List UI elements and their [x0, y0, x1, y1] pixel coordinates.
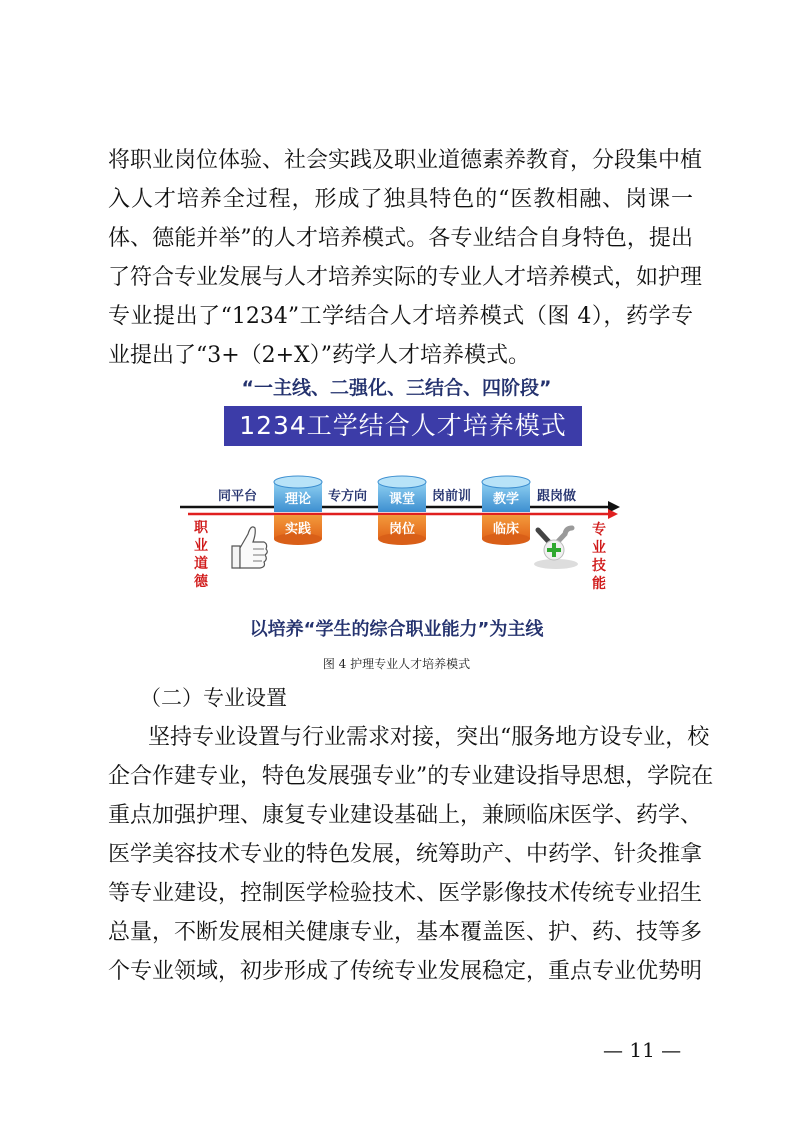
stage-label: 跟岗做	[537, 489, 577, 504]
page-number: — 11 —	[603, 1038, 682, 1062]
text-line: 专业提出了“1234”工学结合人才培养模式（图 4），药学专	[108, 304, 693, 329]
vertical-char-right: 业	[592, 540, 606, 556]
text-line: 重点加强护理、康复专业建设基础上，兼顾临床医学、药学、	[108, 803, 703, 828]
text-line: 了符合专业发展与人才培养实际的专业人才培养模式，如护理	[108, 265, 703, 290]
text-line: 入人才培养全过程，形成了独具特色的“医教相融、岗课一	[108, 187, 693, 212]
text-line: 业提出了“3+（2+X）”药学人才培养模式。	[108, 343, 531, 368]
stage-label: 专方向	[328, 489, 368, 504]
figure-slogan: “一主线、二强化、三结合、四阶段”	[241, 377, 552, 399]
figure-caption: 图 4 护理专业人才培养模式	[322, 657, 471, 671]
cylinder-class-post	[378, 476, 426, 545]
stage-label: 同平台	[218, 489, 258, 504]
text-line: 将职业岗位体验、社会实践及职业道德素养教育，分段集中植	[108, 148, 703, 173]
training-model-diagram	[180, 468, 620, 593]
text-line: 企合作建专业，特色发展强专业”的专业建设指导思想，学院在	[108, 764, 714, 789]
vertical-char-right: 专	[592, 522, 606, 538]
thumbs-up-icon	[232, 527, 267, 568]
figure-banner-title: 1234工学结合人才培养模式	[224, 406, 582, 446]
vertical-char-left: 德	[194, 574, 208, 590]
cylinder-bottom-label: 临床	[492, 522, 520, 537]
text-line: 体、德能并举”的人才培养模式。各专业结合自身特色，提出	[108, 226, 693, 251]
vertical-char-left: 职	[194, 520, 208, 536]
vertical-char-right: 能	[592, 576, 606, 592]
text-line: 个专业领域，初步形成了传统专业发展稳定，重点专业优势明	[108, 959, 703, 984]
figure-main-line: 以培养“学生的综合职业能力”为主线	[249, 619, 544, 640]
cylinder-top-label: 教学	[492, 492, 520, 507]
cylinder-bottom-label: 实践	[284, 522, 312, 537]
cylinder-teaching-clinic	[482, 476, 530, 545]
text-line: 总量，不断发展相关健康专业，基本覆盖医、护、药、技等多	[108, 920, 703, 945]
cylinder-top-label: 课堂	[388, 492, 416, 507]
text-line: 等专业建设，控制医学检验技术、医学影像技术传统专业招生	[108, 881, 703, 906]
cylinder-theory-practice	[274, 476, 322, 545]
text-line-content: 坚持专业设置与行业需求对接，突出“服务地方设专业，校	[148, 725, 710, 750]
section-heading: （二）专业设置	[140, 686, 287, 710]
cylinder-top-label: 理论	[284, 492, 312, 507]
text-line: 医学美容技术专业的特色发展，统筹助产、中药学、针灸推拿	[108, 842, 703, 867]
vertical-char-right: 技	[592, 558, 606, 574]
vertical-char-left: 道	[194, 556, 208, 572]
stage-label: 岗前训	[432, 489, 472, 504]
cylinder-bottom-label: 岗位	[388, 522, 416, 537]
text-line	[148, 718, 710, 758]
vertical-char-left: 业	[194, 538, 208, 554]
wrench-plus-icon	[534, 528, 578, 569]
